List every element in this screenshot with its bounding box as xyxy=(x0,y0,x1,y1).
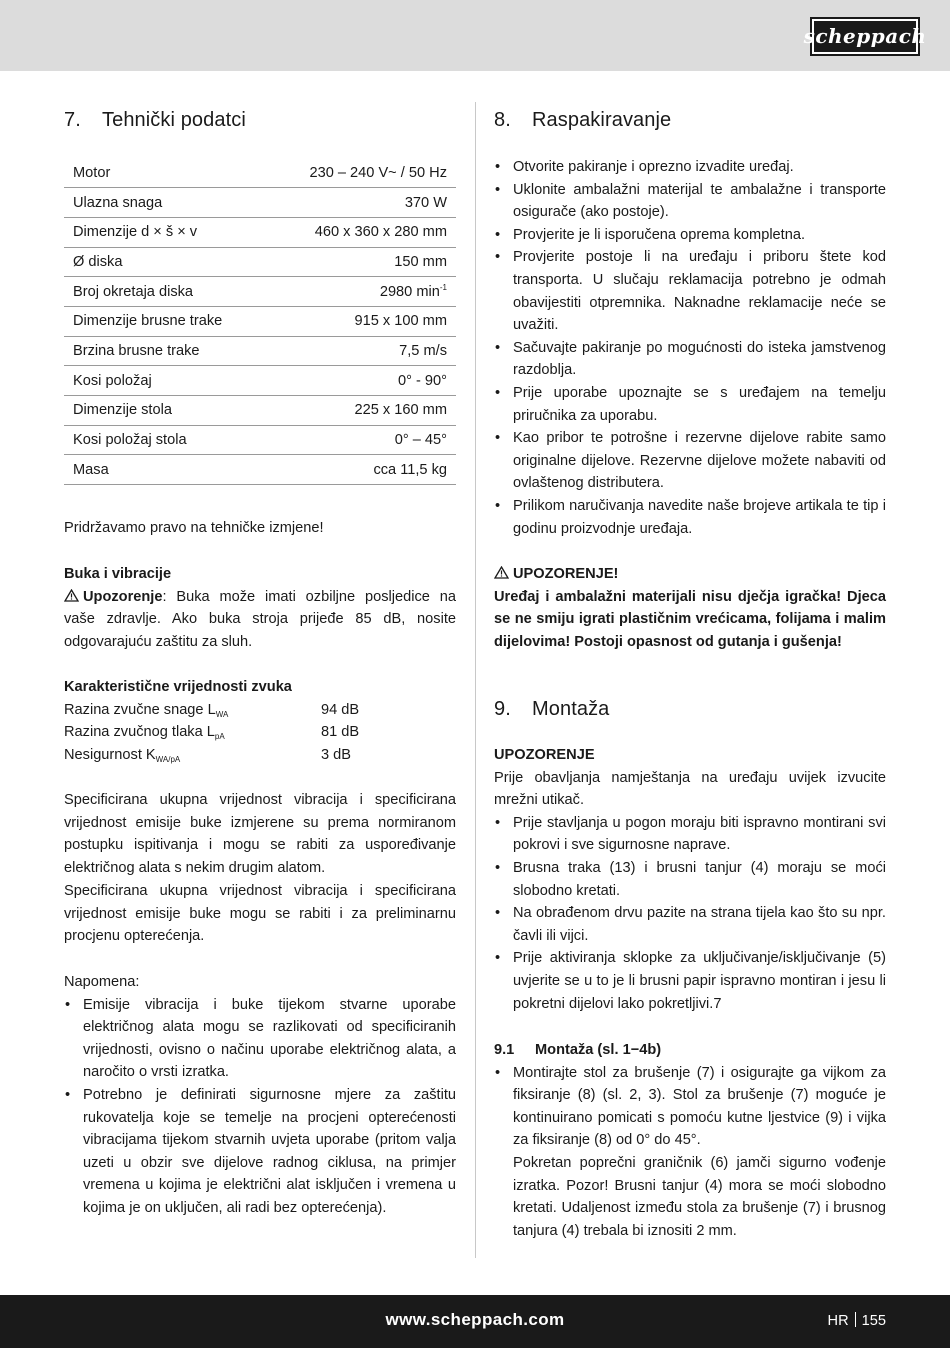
header-bar xyxy=(0,0,950,71)
noise-heading: Buka i vibracije xyxy=(64,566,172,582)
spec-label: Masa xyxy=(64,455,267,485)
vibration-paragraph-1: Specificirana ukupna vrijednost vibracija i specificirana vrijednost emisije buke izmjerene su prema normiranom postupku ispitivanja i mogu se rabiti za uspoređivanje električnog alata s nekim drugim alatom. xyxy=(64,792,456,876)
unpacking-warning-text: Uređaj i ambalažni materijali nisu dječja igračka! Djeca se ne smiju igrati plastičnim vrećicama, folijama i malim dijelovima! Postoji opasnost od gutanja i gušenja! xyxy=(494,588,886,650)
list-item: • Prije uporabe upoznajte se s uređajem na temelju priručnika za uporabu. xyxy=(494,382,886,427)
assembly-list xyxy=(494,812,886,1015)
spec-label: Dimenzije stola xyxy=(64,396,267,426)
spec-value: 230 – 240 V~ / 50 Hz xyxy=(267,158,456,188)
footer-bar xyxy=(0,1295,950,1348)
table-row xyxy=(64,366,456,396)
spec-value: 2980 $\min^{-1}$ xyxy=(267,277,456,307)
noise-warning: Upozorenje: Buka može imati ozbiljne posljedice na vaše zdravlje. Ako buka stroja prijeđe 85 dB, nosite odgovarajuću zaštitu za sluh. xyxy=(64,588,456,650)
list-item: • Provjerite postoje li na uređaju i priboru štete kod transporta. U slučaju reklamacija potrebno je odmah obavijestiti otpremnika. Naknadne reklamacije neće se uvažiti. xyxy=(494,246,886,336)
notes-list xyxy=(64,994,456,1220)
subsection-9-1 xyxy=(494,1039,886,1242)
sound-row: Razina zvučnog tlaka $L_{pA}$ 81 dB xyxy=(64,724,360,742)
spec-value: 460 x 360 x 280 mm xyxy=(267,217,456,247)
unpacking-list xyxy=(494,156,886,540)
tech-changes-note: Pridržavamo pravo na tehničke izmjene! xyxy=(64,520,324,536)
table-row xyxy=(64,158,456,188)
list-item: • Provjerite je li isporučena oprema kompletna. xyxy=(494,224,886,247)
list-item: • Prije aktiviranja sklopke za uključivanje/isključivanje (5) uvjerite se u to je li brusni papir ispravno montiran i jesu li pokretni dijelovi lako pokretljivi.7 xyxy=(494,947,886,1015)
noise-section xyxy=(64,563,456,653)
assembly-warning-label: UPOZORENJE xyxy=(494,747,595,763)
list-item: • Emisije vibracija i buke tijekom stvarne uporabe električnog alata mogu se razlikovati od specificiranih vrijednosti, ovisno o načinu uporabe električnog alata, a naročito o vrsti izratka. xyxy=(64,994,456,1084)
spec-label: Ulazna snaga xyxy=(64,188,267,218)
sound-values xyxy=(64,676,456,766)
sound-row: Razina zvučne snage $L_{WA}$ 94 dB xyxy=(64,701,360,719)
vibration-paragraph-2: Specificirana ukupna vrijednost vibracija i specificirana vrijednost emisije buke mogu se rabiti i za preliminarnu procjenu opterećenja. xyxy=(64,883,456,945)
table-row xyxy=(64,217,456,247)
scheppach-logo: scheppach xyxy=(810,17,920,56)
table-row xyxy=(64,247,456,277)
spec-value: 0° – 45° xyxy=(267,425,456,455)
table-row xyxy=(64,455,456,485)
assembly-section xyxy=(494,744,886,1015)
table-row xyxy=(64,425,456,455)
tech-specs-table xyxy=(64,158,456,485)
list-item: • Potrebno je definirati sigurnosne mjere za zaštitu rukovatelja koje se temelje na procjeni opterećenosti vibracijama tijekom stvarnih uvjeta uporabe (pritom valja uzeti u obzir sve dijelove radnog ciklusa, na primjer vremena u kojima je električni alat isključen i vremena u kojima je on uključen, ali radi bez opterećenja). xyxy=(64,1084,456,1220)
spec-label: Broj okretaja diska xyxy=(64,277,267,307)
list-item: • Sačuvajte pakiranje po mogućnosti do isteka jamstvenog razdoblja. xyxy=(494,337,886,382)
subsection-9-1-list xyxy=(494,1062,886,1243)
warning-triangle-icon xyxy=(64,589,79,602)
subsection-9-1-heading: 9.1 Montaža (sl. 1−4b) xyxy=(494,1042,662,1058)
section-7-heading: 7. Tehnički podatci xyxy=(64,109,246,131)
spec-label: Ø diska xyxy=(64,247,267,277)
spec-label: Kosi položaj xyxy=(64,366,267,396)
spec-label: Brzina brusne trake xyxy=(64,336,267,366)
spec-value: 225 x 160 mm xyxy=(267,396,456,426)
website-link[interactable]: www.scheppach.com xyxy=(385,1310,565,1329)
assembly-intro: Prije obavljanja namještanja na uređaju uvijek izvucite mrežni utikač. xyxy=(494,769,886,809)
list-item: • Brusna traka (13) i brusni tanjur (4) moraju se moći slobodno kretati. xyxy=(494,857,886,902)
table-row xyxy=(64,188,456,218)
spec-value: cca 11,5 kg xyxy=(267,455,456,485)
spec-value: 370 W xyxy=(267,188,456,218)
list-item: • Na obrađenom drvu pazite na strana tijela kao što su npr. čavli ili vijci. xyxy=(494,902,886,947)
list-item: • Otvorite pakiranje i oprezno izvadite uređaj. xyxy=(494,156,886,179)
note-section xyxy=(64,971,456,1220)
table-row xyxy=(64,306,456,336)
list-item: • Montirajte stol za brušenje (7) i osigurajte ga vijkom za fiksiranje (8) (sl. 2, 3). Stol za brušenje (7) moguće je kontinuirano pomicati s pomoću kutne ljestvice (9) i vijka za fiksiranje (8) od 0° do 45°. Pokretan poprečni graničnik (6) jamči sigurno vođenje izratka. Pozor! Brusni tanjur (4) mora se moći slobodno kretati. Udaljenost između stola za brušenje (7) i brusnog tanjura (4) trebala bi iznositi 2 mm. xyxy=(494,1062,886,1243)
unpacking-warning: UPOZORENJE! Uređaj i ambalažni materijali nisu dječja igračka! Djeca se ne smiju igrati plastičnim vrećicama, folijama i malim dijelovima! Postoji opasnost od gutanja i gušenja! xyxy=(494,563,886,653)
spec-label: Motor xyxy=(64,158,267,188)
spec-value: 7,5 m/s xyxy=(267,336,456,366)
table-row xyxy=(64,396,456,426)
column-divider xyxy=(475,102,476,1258)
spec-value: 915 x 100 mm xyxy=(267,306,456,336)
table-row xyxy=(64,336,456,366)
page-number: HR 155 xyxy=(827,1313,886,1329)
spec-value: 150 mm xyxy=(267,247,456,277)
section-8-heading: 8. Raspakiravanje xyxy=(494,109,672,131)
warning-triangle-icon xyxy=(494,566,509,579)
note-heading: Napomena: xyxy=(64,974,140,990)
spec-label: Dimenzije brusne trake xyxy=(64,306,267,336)
sound-heading: Karakteristične vrijednosti zvuka xyxy=(64,679,292,695)
spec-label: Kosi položaj stola xyxy=(64,425,267,455)
spec-value: 0° - 90° xyxy=(267,366,456,396)
sound-row: Nesigurnost $K_{WA/pA}$ 3 dB xyxy=(64,746,352,764)
table-row xyxy=(64,277,456,307)
list-item: • Prilikom naručivanja navedite naše brojeve artikala te tip i godinu proizvodnje uređaja. xyxy=(494,495,886,540)
spec-label: Dimenzije d × š × v xyxy=(64,217,267,247)
list-item: • Prije stavljanja u pogon moraju biti ispravno montirani svi pokrovi i sve sigurnosne naprave. xyxy=(494,812,886,857)
section-9-heading: 9. Montaža xyxy=(494,698,610,720)
list-item: • Uklonite ambalažni materijal te ambalažne i transporte osigurače (ako postoje). xyxy=(494,179,886,224)
list-item: • Kao pribor te potrošne i rezervne dijelove rabite samo originalne dijelove. Rezervne dijelove možete nabaviti od ovlaštenog distributera. xyxy=(494,427,886,495)
